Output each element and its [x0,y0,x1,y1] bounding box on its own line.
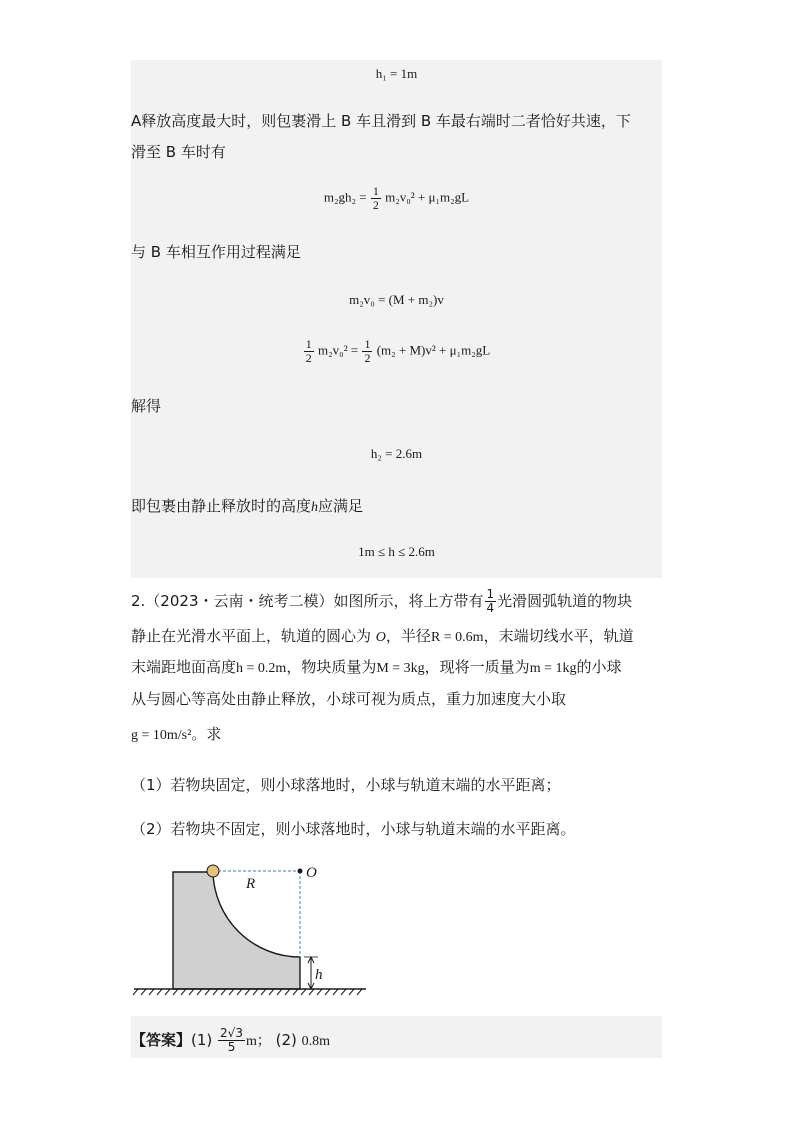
eq-g: g = 10m/s² [131,728,192,743]
equation-momentum: m₂v₀ = (M + m₂)v [349,292,444,307]
fraction-half [371,185,381,212]
text-seg: ，现将一质量为 [424,658,530,676]
text-seg: 的小球 [576,658,622,676]
eq-mid: m₂v₀² = [318,342,359,358]
text-seg: 。求 [191,725,222,743]
text-seg: 静止在光滑水平面上，轨道的圆心为 [131,627,372,645]
track-figure [130,858,380,998]
var-h: h [311,500,319,515]
fraction-numerator: 1 [305,337,312,351]
label-O: O [306,865,317,881]
fraction-denominator: 2 [364,351,371,365]
eq-rhs: m₂v₀² + μ₁m₂gL [385,189,470,205]
text-seg: 光滑圆弧轨道的物块 [497,592,633,610]
ground-hatching [133,989,362,995]
text-seg: ，物块质量为 [286,658,377,676]
question-line-3 [131,657,671,679]
answer-unit: m； [245,1034,271,1049]
eq-h: h = 0.2m [236,661,287,676]
label-h: h [315,967,323,983]
label-R: R [246,876,256,892]
answer-part1-prefix: (1) [191,1031,213,1049]
block-shape [173,872,300,989]
eq-m: m = 1kg [529,661,577,676]
question-part-2: （2）若物块不固定，则小球落地时，小球与轨道末端的水平距离。 [131,820,576,838]
answer-part2-prefix: (2) [275,1031,297,1049]
eq-rhs: (m₂ + M)v² + μ₁m₂gL [376,342,491,358]
text-seg: ，末端切线水平，轨道 [483,627,634,645]
var-O: O [375,630,386,645]
answer-value-2: 0.8m [301,1034,331,1049]
text-line: 与 B 车相互作用过程满足 [131,243,301,261]
eq-R: R = 0.6m [430,630,484,645]
eq-lhs: m₂gh₂ = [323,189,367,205]
fraction-numerator: 1 [372,184,379,198]
text-seg: 2.（2023・云南・统考二模）如图所示，将上方带有 [131,592,484,610]
fraction-denominator: 4 [486,601,495,615]
question-line-1 [131,588,671,615]
fraction-denominator: 2 [305,351,312,365]
text-line: A释放高度最大时，则包裹滑上 B 车且滑到 B 车最右端时二者恰好共速，下 [131,112,631,130]
fraction-half [304,338,314,365]
question-line-4: 从与圆心等高处由静止释放，小球可视为质点，重力加速度大小取 [131,690,567,708]
answer-fraction [218,1027,245,1054]
equation-h1: h₁ = 1m [375,66,418,81]
equation-energy-1 [131,185,662,212]
center-point [298,869,303,874]
fraction-half [362,338,372,365]
fraction-numerator: 1 [364,337,371,351]
text-line [131,496,671,518]
text-line: 解得 [131,397,162,415]
text-seg: 末端距地面高度 [131,658,237,676]
text-seg: ，半径 [385,627,431,645]
eq-M: M = 3kg [376,661,425,676]
text-line: 滑至 B 车时有 [131,143,226,161]
equation-energy-2 [131,338,662,365]
text-seg: 应满足 [318,497,364,515]
question-part-1: （1）若物块固定，则小球落地时，小球与轨道末端的水平距离； [131,776,561,794]
fraction-quarter [485,588,497,615]
answer-line [131,1027,671,1054]
question-line-5 [131,724,671,746]
fraction-numerator: 1 [486,587,495,601]
equation-h2: h₂ = 2.6m [370,446,423,461]
fraction-denominator: 5 [227,1040,236,1054]
fraction-denominator: 2 [372,198,379,212]
question-line-2 [131,626,671,648]
fraction-numerator: 2√3 [220,1026,243,1040]
ball [207,865,219,877]
answer-label: 【答案】 [131,1031,192,1049]
equation-range: 1m ≤ h ≤ 2.6m [358,544,435,559]
text-seg: 即包裹由静止释放时的高度 [131,497,312,515]
